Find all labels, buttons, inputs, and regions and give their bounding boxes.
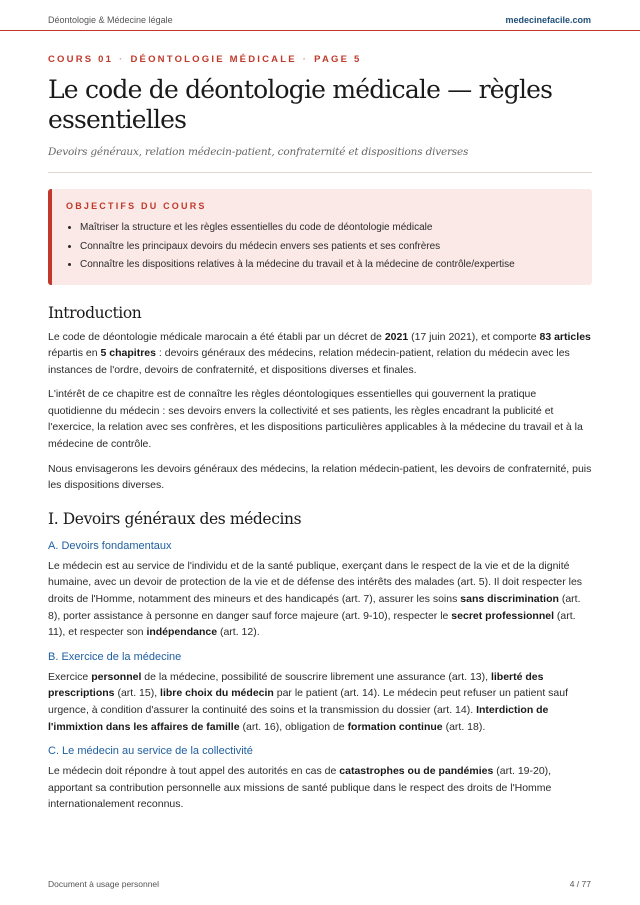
header-title: Déontologie & Médecine légale xyxy=(48,15,173,25)
subsection-a-text: Le médecin est au service de l'individu et de la santé publique, exerçant dans le respect de la vie et de la dignité humaine, avec un devoir de protection de la vie et de défense des intérêts des malades (art. 5). Il doit respecter les droits de l'Homme, notamment des mineurs et des handicapés (art. 7), assurer les soins sans discrimination (art. 8), porter assistance à personne en danger sauf force majeure (art. 9-10), respecter le secret professionnel (art. 11), et respecter son indépendance (art. 12). xyxy=(48,559,583,639)
footer-note: Document à usage personnel xyxy=(48,879,160,889)
intro-paragraph-2: L'intérêt de ce chapitre est de connaître les règles déontologiques essentielles qui gouvernent la pratique quotidienne du médecin : ses devoirs envers la collectivité et ses patients, les règles encadrant la publicité et l'exercice, la relation avec ses confrères, et les dispositions particulières applicables à la médecine du travail et à la médecine de contrôle. xyxy=(48,388,583,451)
objective-item: • Connaître les dispositions relatives à la médecine du travail et à la médecine de contrôle/expertise xyxy=(80,256,578,275)
intro-paragraph-3: Nous envisagerons les devoirs généraux des médecins, la relation médecin-patient, les devoirs de confraternité, puis les dispositions diverses. xyxy=(48,462,592,492)
site-link[interactable]: medecinefacile.com xyxy=(505,15,591,25)
objective-item: • Maîtriser la structure et les règles essentielles du code de déontologie médicale xyxy=(80,219,578,238)
subsection-b-text: Exercice personnel de la médecine, possibilité de souscrire librement une assurance (art. 13), liberté des prescriptions (art. 15), libre choix du médecin par le patient (art. 14). Le médecin peut refuser un patient sauf urgence, à condition d'assurer la continuité des soins et la transmission du dossier (art. 14). Interdiction de l'immixtion dans les affaires de famille (art. 16), obligation de formation continue (art. 18). xyxy=(48,670,569,733)
page-header xyxy=(0,0,640,31)
section-1-heading: I. Devoirs généraux des médecins xyxy=(48,509,302,528)
objectives-title: OBJECTIFS DU COURS xyxy=(66,201,207,211)
subsection-c-heading: C. Le médecin au service de la collectivité xyxy=(48,745,253,758)
main-content xyxy=(48,54,592,821)
breadcrumb-page: PAGE 5 xyxy=(314,54,362,65)
page-number: 4 / 77 xyxy=(569,879,591,889)
page-footer xyxy=(48,879,591,889)
subsection-c-text: Le médecin doit répondre à tout appel des autorités en cas de catastrophes ou de pandémies (art. 19-20), apportant sa contribution personnelle aux missions de santé publique dans le respect des droits de l'Homme internationalement reconnus. xyxy=(48,765,552,811)
divider xyxy=(48,172,592,173)
page-subtitle: Devoirs généraux, relation médecin-patient, confraternité et dispositions diverses xyxy=(48,146,469,158)
subsection-b-heading: B. Exercice de la médecine xyxy=(48,650,182,663)
breadcrumb-course: COURS 01 xyxy=(48,54,114,65)
subsection-a-heading: A. Devoirs fondamentaux xyxy=(48,539,172,552)
objectives-list xyxy=(66,219,578,275)
breadcrumb-separator: · xyxy=(119,54,125,65)
breadcrumb-topic: DÉONTOLOGIE MÉDICALE xyxy=(130,54,297,65)
intro-heading: Introduction xyxy=(48,303,142,322)
objectives-callout xyxy=(48,189,592,285)
page-title: Le code de déontologie médicale — règles essentielles xyxy=(48,75,553,134)
breadcrumb-separator: · xyxy=(302,54,309,65)
objective-item: • Connaître les principaux devoirs du médecin envers ses patients et ses confrères xyxy=(80,238,578,257)
breadcrumb xyxy=(48,54,592,65)
intro-paragraph-1: Le code de déontologie médicale marocain a été établi par un décret de 2021 (17 juin 2021), et comporte 83 articles répartis en 5 chapitres : devoirs généraux des médecins, relation médecin-patient, relation du médecin avec les instances de l'ordre, devoirs de confraternité, et dispositions diverses et finales. xyxy=(48,330,591,376)
